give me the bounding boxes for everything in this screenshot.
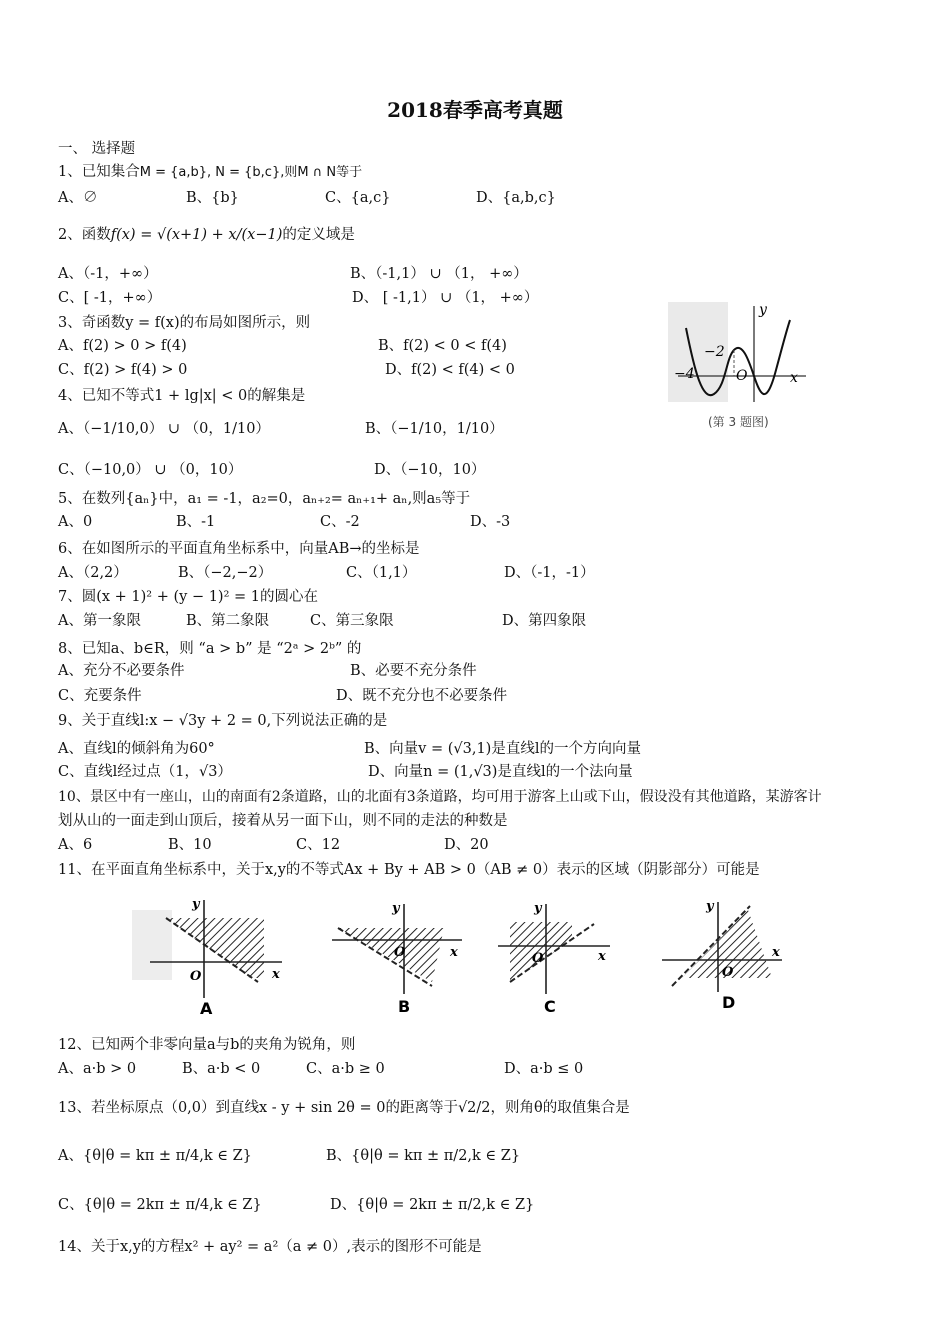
- q11-a-o-label: O: [190, 969, 202, 984]
- q3-caption: (第 3 题图): [708, 415, 769, 429]
- q6-option-a: A、（2,2）: [58, 565, 128, 581]
- q11-c-x-label: x: [598, 949, 606, 964]
- q12-stem: 12、已知两个非零向量a与b的夹角为锐角，则: [58, 1037, 356, 1053]
- q9-option-d: D、向量n = (1,√3)是直线l的一个法向量: [368, 764, 633, 780]
- q10-option-c: C、12: [296, 837, 341, 853]
- q13-stem: 13、若坐标原点（0,0）到直线x - y + sin 2θ = 0的距离等于√2/2，则角θ的取值集合是: [58, 1100, 630, 1116]
- q6-option-b: B、（−2,−2）: [178, 565, 273, 581]
- q13-option-b: B、{θ|θ = kπ ± π/2,k ∈ Z}: [326, 1148, 521, 1164]
- q3-label-o: O: [736, 368, 748, 384]
- q6-option-d: D、（-1，-1）: [504, 565, 595, 581]
- q10-stem-line1: 10、景区中有一座山，山的南面有2条道路，山的北面有3条道路，均可用于游客上山或下山，假设没有其他道路，某游客计: [58, 789, 822, 805]
- q3-option-d: D、f(2) < f(4) < 0: [385, 362, 515, 378]
- q13-option-d: D、{θ|θ = 2kπ ± π/2,k ∈ Z}: [330, 1197, 535, 1213]
- q11-d-caption: D: [722, 993, 736, 1012]
- q11-c-o-label: O: [532, 951, 544, 966]
- q3-label-y: y: [759, 302, 767, 318]
- q5-option-b: B、-1: [176, 514, 216, 530]
- q8-option-b: B、必要不充分条件: [350, 663, 477, 679]
- q11-c-y-label: y: [534, 901, 542, 916]
- q11-figures: [132, 890, 792, 1020]
- q2-option-b: B、（-1,1） ∪ （1， +∞）: [350, 266, 528, 282]
- q3-label-m4: −4: [674, 366, 695, 382]
- q8-stem: 8、已知a、b∈R，则 “a > b” 是 “2ᵃ > 2ᵇ” 的: [58, 641, 362, 657]
- q11-stem: 11、在平面直角坐标系中，关于x,y的不等式Ax + By + AB > 0（AB ≠ 0）表示的区域（阴影部分）可能是: [58, 862, 760, 878]
- q4-stem: 4、已知不等式1 + lg|x| < 0的解集是: [58, 388, 306, 404]
- scan-smudge-left: [132, 910, 172, 980]
- q3-option-b: B、f(2) < 0 < f(4): [378, 338, 507, 354]
- q11-b-caption: B: [398, 997, 411, 1016]
- q3-label-x: x: [790, 370, 798, 386]
- q10-option-b: B、10: [168, 837, 212, 853]
- q14-stem: 14、关于x,y的方程x² + ay² = a²（a ≠ 0）,表示的图形不可能是: [58, 1239, 482, 1255]
- q3-stem: 3、奇函数y = f(x)的布局如图所示，则: [58, 315, 311, 331]
- q11-b-x-label: x: [450, 945, 458, 960]
- q8-option-d: D、既不充分也不必要条件: [336, 688, 508, 704]
- q11-b-y-label: y: [392, 901, 400, 916]
- page-title: 2018春季高考真题: [387, 98, 563, 122]
- q4-option-d: D、（−10，10）: [374, 462, 486, 478]
- q9-option-a: A、直线l的倾斜角为60°: [58, 741, 215, 757]
- q2-stem: [58, 226, 355, 244]
- q7-stem: 7、圆(x + 1)² + (y − 1)² = 1的圆心在: [58, 589, 318, 605]
- q13-option-c: C、{θ|θ = 2kπ ± π/4,k ∈ Z}: [58, 1197, 262, 1213]
- q11-a-region: [166, 918, 264, 978]
- q7-option-c: C、第三象限: [310, 613, 394, 629]
- q1-stem-math: M = {a,b}, N = {b,c},则M ∩ N等于: [139, 165, 363, 180]
- q10-option-d: D、20: [444, 837, 489, 853]
- q1-stem: [58, 163, 362, 182]
- q11-figure-c: [498, 901, 610, 1016]
- q1-option-b: B、{b}: [186, 190, 239, 206]
- q2-stem-math: f(x) = √(x+1) + x/(x−1): [110, 227, 283, 243]
- q6-stem: 6、在如图所示的平面直角坐标系中，向量AB→的坐标是: [58, 541, 420, 557]
- q7-option-d: D、第四象限: [502, 613, 587, 629]
- q12-option-b: B、a·b < 0: [182, 1061, 261, 1077]
- q2-option-d: D、 [ -1,1） ∪ （1， +∞）: [352, 290, 539, 306]
- q11-d-x-label: x: [772, 945, 780, 960]
- q12-option-d: D、a·b ≤ 0: [504, 1061, 584, 1077]
- q9-stem: 9、关于直线l:x − √3y + 2 = 0,下列说法正确的是: [58, 713, 388, 729]
- q1-option-c: C、{a,c}: [325, 190, 391, 206]
- q7-option-a: A、第一象限: [58, 613, 141, 629]
- q5-option-c: C、-2: [320, 514, 360, 530]
- q11-c-caption: C: [544, 997, 556, 1016]
- q2-stem-text: 2、函数: [58, 227, 111, 243]
- q3-option-c: C、f(2) > f(4) > 0: [58, 362, 188, 378]
- q2-option-c: C、[ -1，+∞）: [58, 290, 162, 306]
- q6-option-c: C、（1,1）: [346, 565, 417, 581]
- q13-option-a: A、{θ|θ = kπ ± π/4,k ∈ Z}: [58, 1148, 252, 1164]
- q11-a-y-label: y: [192, 897, 200, 912]
- q4-option-a: A、（−1/10,0） ∪ （0，1/10）: [58, 421, 270, 437]
- q11-a-caption: A: [200, 999, 213, 1018]
- q2-option-a: A、（-1，+∞）: [58, 266, 158, 282]
- q4-option-c: C、（−10,0） ∪ （0，10）: [58, 462, 243, 478]
- q11-figure-d: [662, 899, 782, 1012]
- q3-figure: [668, 298, 818, 438]
- q11-d-y-label: y: [706, 899, 714, 914]
- q11-figure-b: [332, 901, 462, 1016]
- q5-stem: 5、在数列{aₙ}中，a₁ = -1，a₂=0，aₙ₊₂= aₙ₊₁+ aₙ,则a₅等于: [58, 491, 471, 507]
- q3-option-a: A、f(2) > 0 > f(4): [58, 338, 187, 354]
- q10-option-a: A、6: [58, 837, 93, 853]
- q5-option-d: D、-3: [470, 514, 511, 530]
- q12-option-c: C、a·b ≥ 0: [306, 1061, 385, 1077]
- q12-option-a: A、a·b > 0: [58, 1061, 137, 1077]
- q9-option-b: B、向量v = (√3,1)是直线l的一个方向向量: [364, 741, 641, 757]
- q3-label-m2: −2: [704, 344, 725, 360]
- q4-option-b: B、（−1/10，1/10）: [365, 421, 504, 437]
- q9-option-c: C、直线l经过点（1，√3）: [58, 764, 232, 780]
- q1-option-a: A、∅: [58, 190, 98, 206]
- q1-option-d: D、{a,b,c}: [476, 190, 556, 206]
- q11-b-o-label: O: [394, 945, 406, 960]
- q2-stem-tail: 的定义域是: [282, 227, 355, 243]
- q8-option-a: A、充分不必要条件: [58, 663, 185, 679]
- q11-b-region: [338, 928, 444, 982]
- q8-option-c: C、充要条件: [58, 688, 142, 704]
- section-heading: 一、 选择题: [58, 141, 136, 157]
- q10-stem-line2: 划从山的一面走到山顶后，接着从另一面下山，则不同的走法的种数是: [58, 813, 508, 829]
- q5-option-a: A、0: [58, 514, 93, 530]
- q11-a-x-label: x: [272, 967, 280, 982]
- q11-d-o-label: O: [722, 965, 734, 980]
- q1-stem-text: 1、已知集合: [58, 164, 140, 180]
- q7-option-b: B、第二象限: [186, 613, 270, 629]
